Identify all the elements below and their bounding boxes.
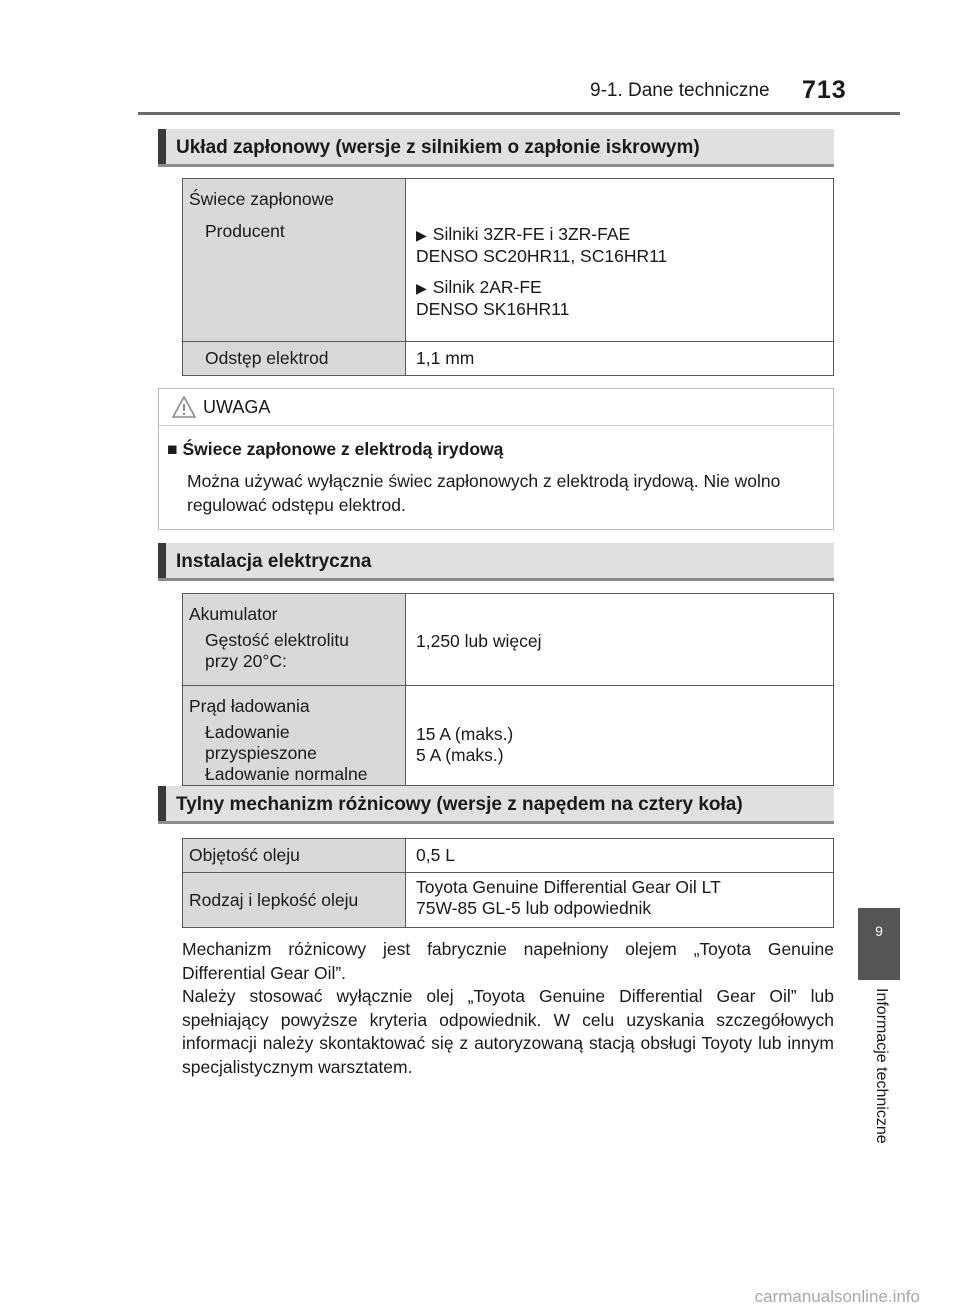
table-row bbox=[183, 342, 834, 376]
table-label-cell bbox=[183, 686, 406, 786]
table-value-cell bbox=[406, 342, 834, 376]
section-title: Instalacja elektryczna bbox=[176, 551, 372, 572]
caution-body: Można używać wyłącznie świec zapłonowych z elektrodą irydową. Nie wolno regulować odstępu elektrod. bbox=[187, 471, 781, 515]
row-label: Prąd ładowania bbox=[189, 696, 310, 716]
row-label: Objętość oleju bbox=[189, 845, 300, 865]
table-label-cell bbox=[183, 839, 406, 873]
section-title: Układ zapłonowy (wersje z silnikiem o zapłonie iskrowym) bbox=[176, 137, 700, 158]
row-sublabel: Ładowanie normalne bbox=[205, 764, 368, 784]
table-row bbox=[183, 179, 834, 342]
row-sublabel: Ładowanie przyspieszone bbox=[205, 722, 317, 763]
header-rule bbox=[138, 112, 900, 115]
row-sublabel: Producent bbox=[205, 221, 285, 241]
engine-variant bbox=[416, 224, 833, 245]
caution-header bbox=[159, 389, 833, 426]
row-label: Świece zapłonowe bbox=[189, 189, 334, 209]
chapter-tab[interactable]: 9 bbox=[858, 908, 900, 980]
electrical-spec-table bbox=[182, 593, 834, 786]
engine-spark-plug: DENSO SC20HR11, SC16HR11 bbox=[416, 246, 668, 266]
chapter-tab-label: Informacje techniczne bbox=[873, 988, 890, 1144]
engine-name: Silnik 2AR-FE bbox=[432, 277, 542, 297]
table-row bbox=[183, 594, 834, 686]
table-value-cell bbox=[406, 594, 834, 686]
engine-spark-plug: DENSO SK16HR11 bbox=[416, 299, 570, 319]
section-heading-electrical bbox=[158, 543, 834, 581]
table-label-cell bbox=[183, 873, 406, 928]
engine-variant bbox=[416, 277, 833, 298]
row-value: 1,1 mm bbox=[416, 348, 475, 368]
row-sublabel: przy 20°C: bbox=[205, 651, 287, 671]
table-value-cell bbox=[406, 686, 834, 786]
row-value: 1,250 lub więcej bbox=[416, 631, 542, 651]
table-value-cell bbox=[406, 179, 834, 342]
row-label: Rodzaj i lepkość oleju bbox=[189, 889, 359, 910]
row-value: 75W-85 GL-5 lub odpowiednik bbox=[416, 898, 652, 918]
row-label: Akumulator bbox=[189, 604, 278, 624]
row-label: Odstęp elektrod bbox=[205, 348, 329, 368]
differential-note bbox=[182, 938, 834, 1079]
warning-triangle-icon bbox=[171, 395, 197, 419]
table-label-cell bbox=[183, 594, 406, 686]
ignition-spec-table bbox=[182, 178, 834, 376]
table-value-cell bbox=[406, 873, 834, 928]
watermark: carmanualsonline.info bbox=[754, 1287, 920, 1306]
differential-spec-table bbox=[182, 838, 834, 928]
row-value: 0,5 L bbox=[416, 845, 455, 865]
row-value: 15 A (maks.) bbox=[416, 724, 514, 744]
engine-name: Silniki 3ZR-FE i 3ZR-FAE bbox=[432, 224, 631, 244]
table-label-cell bbox=[183, 342, 406, 376]
arrow-right-icon: ▶ bbox=[416, 227, 427, 243]
table-row bbox=[183, 686, 834, 786]
square-bullet-icon: ■ bbox=[167, 439, 178, 459]
page-number: 713 bbox=[802, 76, 847, 104]
table-row bbox=[183, 873, 834, 928]
caution-title-text: Świece zapłonowe z elektrodą irydową bbox=[182, 439, 504, 459]
caution-title bbox=[167, 439, 503, 460]
table-value-cell bbox=[406, 839, 834, 873]
table-row bbox=[183, 839, 834, 873]
row-value: Toyota Genuine Differential Gear Oil LT bbox=[416, 877, 721, 897]
caution-box bbox=[158, 388, 834, 530]
note-paragraph: Należy stosować wyłącznie olej „Toyota Genuine Differential Gear Oil” lub spełniający powyższe kryteria odpowiednik. W celu uzyskania szczegółowych informacji należy skontaktować się z autoryzowaną stacją obsługi Toyoty lub innym specjalistycznym warsztatem. bbox=[182, 986, 834, 1077]
caution-heading: UWAGA bbox=[203, 397, 271, 417]
row-value: 5 A (maks.) bbox=[416, 745, 504, 765]
row-sublabel: Gęstość elektrolitu bbox=[205, 630, 349, 650]
section-title: Tylny mechanizm różnicowy (wersje z napędem na cztery koła) bbox=[176, 794, 743, 815]
section-heading-ignition bbox=[158, 129, 834, 167]
header-section-title: 9-1. Dane techniczne bbox=[590, 80, 770, 101]
table-label-cell bbox=[183, 179, 406, 342]
note-paragraph: Mechanizm różnicowy jest fabrycznie napełniony olejem „Toyota Genuine Differential Gear Oil”. bbox=[182, 939, 834, 983]
section-heading-differential bbox=[158, 786, 834, 824]
arrow-right-icon: ▶ bbox=[416, 280, 427, 296]
